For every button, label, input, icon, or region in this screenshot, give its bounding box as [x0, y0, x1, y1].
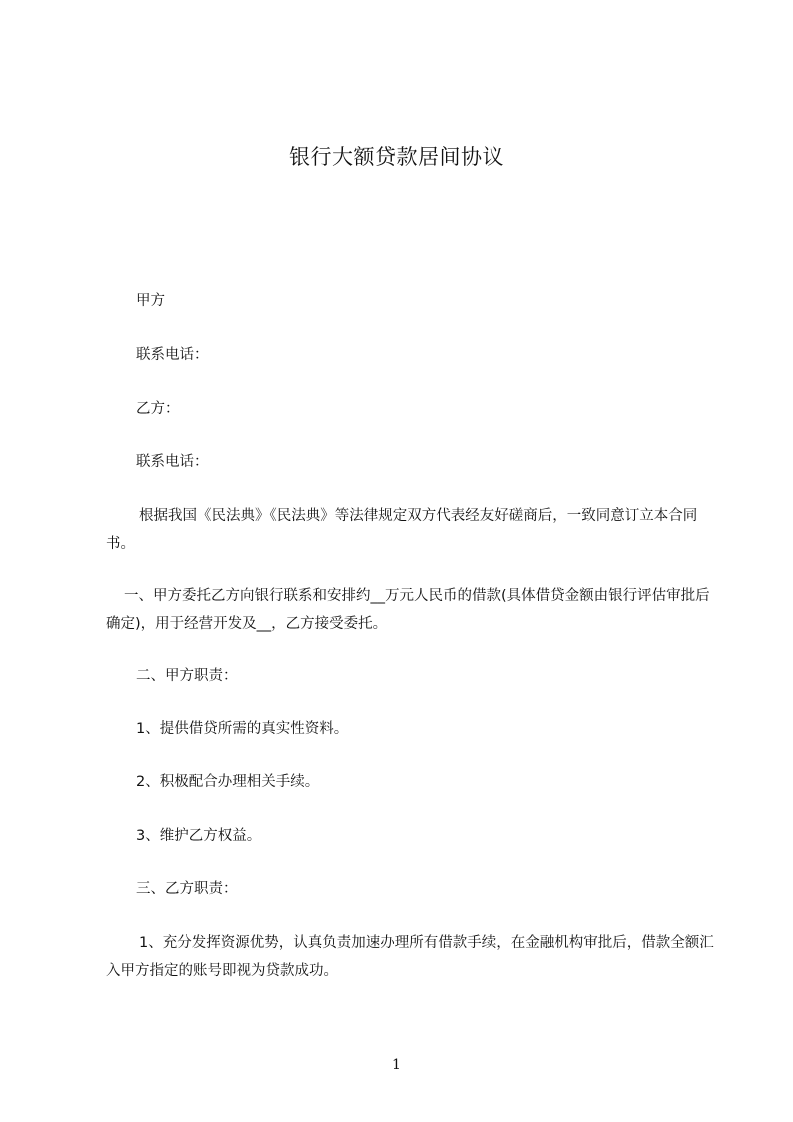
party-a-phone-label: 联系电话： [136, 347, 209, 363]
document-title: 银行大额贷款居间协议 [289, 145, 504, 169]
preamble-paragraph: 根据我国《民法典》《民法典》等法律规定双方代表经友好磋商后，一致同意订立本合同书。 [106, 508, 698, 552]
clause-1-paragraph: 一、甲方委托乙方向银行联系和安排约__万元人民币的借款(具体借贷金额由银行评估审批后确定)，用于经营开发及__，乙方接受委托。 [106, 588, 710, 632]
section-2-heading: 二、甲方职责： [136, 668, 238, 684]
party-a-label: 甲方 [136, 293, 165, 309]
section-2-item-1: 1、提供借贷所需的真实性资料。 [136, 721, 349, 737]
page-number: 1 [392, 1057, 401, 1073]
section-2-item-3: 3、维护乙方权益。 [136, 828, 262, 844]
section-3-item-1: 1、充分发挥资源优势，认真负责加速办理所有借款手续，在金融机构审批后，借款全额汇入甲方指定的账号即视为贷款成功。 [106, 935, 714, 979]
section-3-heading: 三、乙方职责： [136, 881, 238, 897]
party-b-label: 乙方： [136, 401, 180, 417]
party-b-phone-label: 联系电话： [136, 454, 209, 470]
section-2-item-2: 2、积极配合办理相关手续。 [136, 774, 320, 790]
